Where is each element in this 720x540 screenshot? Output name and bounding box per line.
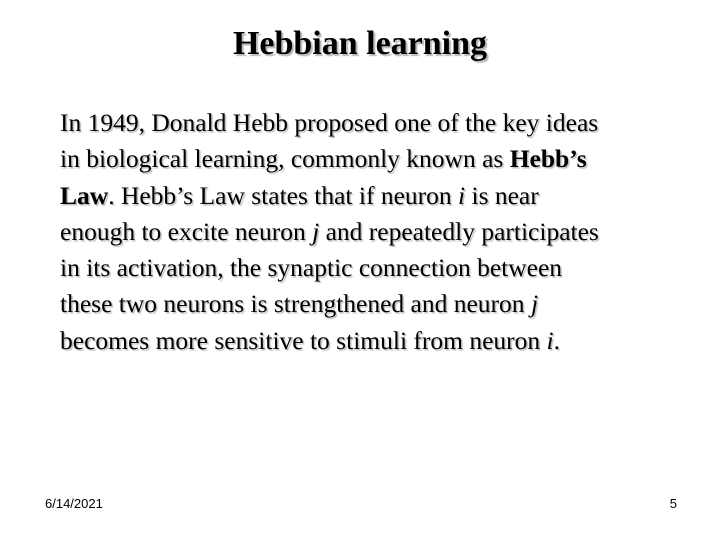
body-paragraph: [60, 105, 720, 359]
footer-date: 6/14/2021: [45, 496, 103, 511]
bold-term: Hebb’s: [509, 144, 587, 174]
text-run: In 1949, Donald Hebb proposed one of the key ideas: [60, 108, 599, 137]
italic-variable: j: [312, 216, 320, 246]
italic-variable: j: [530, 289, 539, 319]
body-line-5: [60, 250, 720, 286]
italic-variable: i: [458, 180, 466, 210]
text-run: becomes more sensitive to stimuli from neuron: [60, 325, 547, 355]
slide-title: Hebbian learning: [232, 25, 488, 62]
text-run: in biological learning, commonly known as: [60, 144, 510, 174]
text-run: enough to excite neuron: [60, 216, 313, 246]
text-run: and repeatedly participates: [319, 216, 599, 246]
body-line-1: [60, 105, 720, 141]
italic-variable: i: [546, 325, 554, 355]
text-run: .: [553, 325, 560, 355]
text-run: is near: [465, 180, 539, 210]
body-line-7: [60, 323, 720, 359]
text-run: . Hebb’s Law states that if neuron: [108, 180, 459, 210]
text-run: these two neurons is strengthened and neuron: [60, 289, 531, 319]
body-line-6: [60, 286, 720, 322]
footer-page-number: 5: [669, 496, 677, 511]
bold-term: Law: [60, 180, 109, 210]
body-line-2: [60, 141, 720, 177]
body-line-4: [60, 214, 720, 250]
text-run: in its activation, the synaptic connection between: [60, 253, 563, 283]
body-line-3: [60, 178, 720, 214]
